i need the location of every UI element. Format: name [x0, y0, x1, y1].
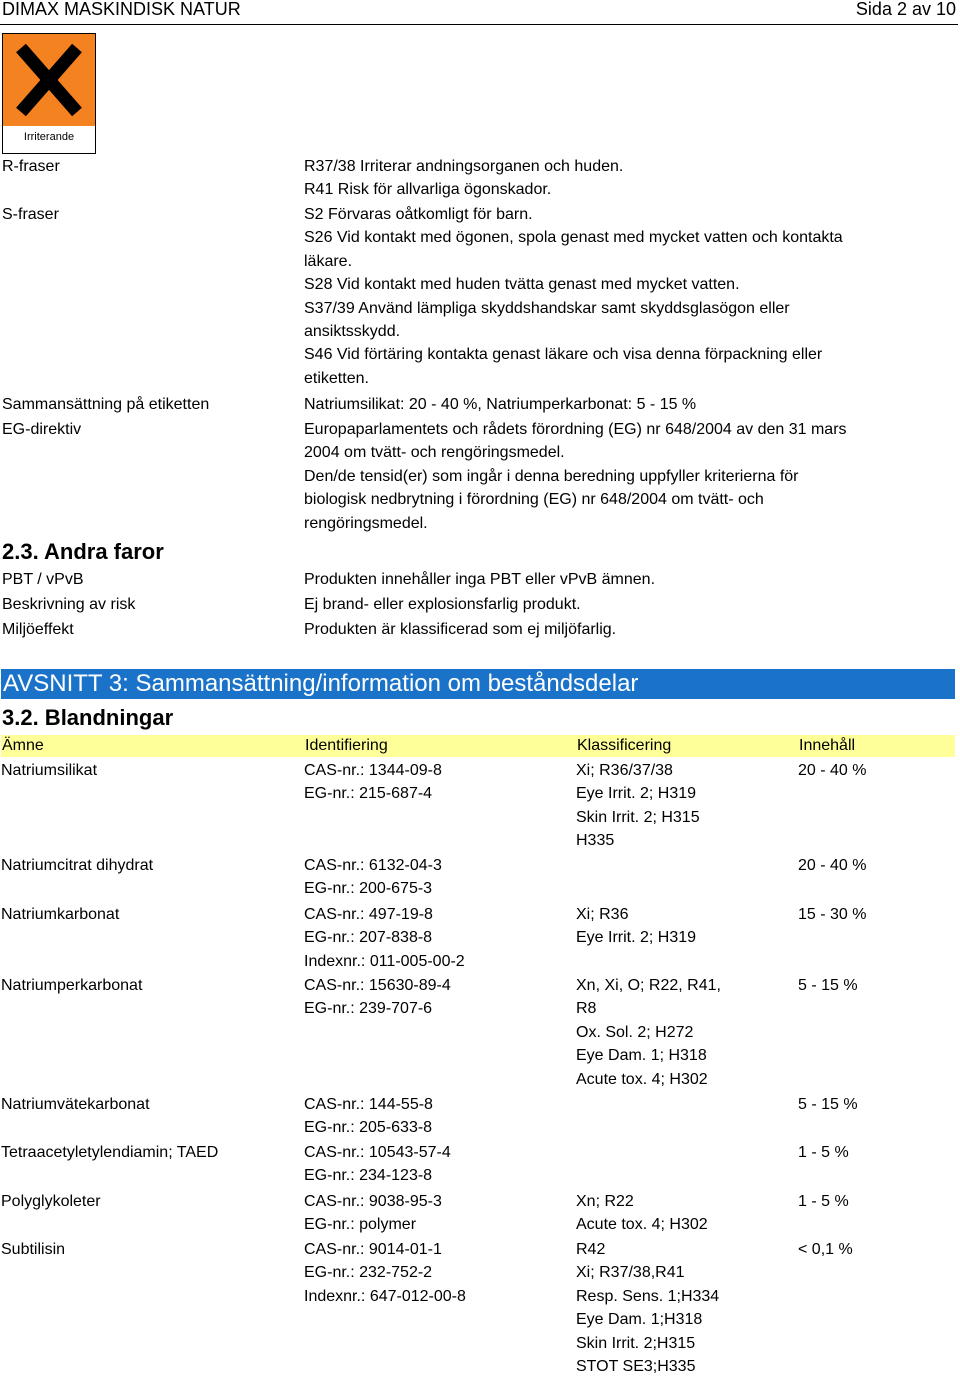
- cell-line: CAS-nr.: 144-55-8: [304, 1096, 433, 1113]
- page-header: [0, 0, 958, 25]
- cell-line: Indexnr.: 647-012-00-8: [304, 1287, 466, 1305]
- cell-line: Natriumkarbonat: [1, 906, 120, 923]
- cell-line: Acute tox. 4; H302: [576, 1070, 708, 1088]
- r-phrases-label: R-fraser: [2, 158, 60, 175]
- cell-line: Polyglykoleter: [1, 1193, 101, 1210]
- s-phrases-list: [304, 203, 954, 390]
- other-hazards-heading: 2.3. Andra faror: [2, 539, 164, 564]
- environmental-effect-value: Produkten är klassificerad som ej miljöfarlig.: [304, 621, 617, 638]
- eg-directive-line: Den/de tensid(er) som ingår i denna beredning uppfyller kriterierna för: [304, 467, 799, 485]
- cell-line: Acute tox. 4; H302: [576, 1216, 708, 1234]
- cell-line: R42: [576, 1241, 606, 1258]
- s-phrase-line: etiketten.: [304, 369, 369, 387]
- cell-line: Skin Irrit. 2; H315: [576, 808, 700, 826]
- content-cell: [798, 974, 858, 997]
- section-3-bar: [1, 669, 955, 699]
- cell-line: CAS-nr.: 497-19-8: [304, 906, 433, 923]
- s-phrase-line: S37/39 Använd lämpliga skyddshandskar samt skyddsglasögon eller: [304, 299, 790, 317]
- eg-directive-line: rengöringsmedel.: [304, 514, 428, 532]
- content-cell: [798, 1190, 849, 1213]
- substance-name-cell: [1, 759, 97, 782]
- cell-line: Xi; R36: [576, 906, 629, 923]
- eg-directive-line: biologisk nedbrytning i förordning (EG) nr 648/2004 om tvätt- och: [304, 491, 764, 509]
- cell-line: Resp. Sens. 1;H334: [576, 1287, 720, 1305]
- cell-line: Eye Irrit. 2; H319: [576, 929, 697, 947]
- composition-label: Sammansättning på etiketten: [2, 396, 210, 413]
- cell-line: CAS-nr.: 1344-09-8: [304, 762, 442, 779]
- cell-line: Xn, Xi, O; R22, R41,: [576, 977, 721, 994]
- risk-description-value: Ej brand- eller explosionsfarlig produkt.: [304, 596, 581, 613]
- identification-cell: [304, 903, 465, 973]
- classification-cell: [576, 903, 696, 950]
- column-header-classification: Klassificering: [577, 737, 672, 754]
- cell-line: EG-nr.: 205-633-8: [304, 1119, 433, 1137]
- identification-cell: [304, 1190, 442, 1237]
- table-header: [1, 735, 955, 757]
- identification-cell: [304, 1093, 433, 1140]
- pictogram-caption: Irriterande: [23, 131, 75, 143]
- content-cell: [798, 759, 866, 782]
- cell-line: CAS-nr.: 9014-01-1: [304, 1241, 442, 1258]
- company-name: DIMAX MASKINDISK NATUR: [2, 0, 241, 19]
- r-phrase-line: R37/38 Irriterar andningsorganen och huden.: [304, 158, 624, 175]
- pbt-value: Produkten innehåller inga PBT eller vPvB ämnen.: [304, 571, 656, 588]
- r-phrases-list: [304, 155, 954, 202]
- composition-value: Natriumsilikat: 20 - 40 %, Natriumperkarbonat: 5 - 15 %: [304, 396, 697, 413]
- classification-cell: [576, 974, 721, 1091]
- cell-line: 20 - 40 %: [798, 857, 867, 874]
- substance-name-cell: [1, 854, 153, 877]
- cell-line: CAS-nr.: 6132-04-3: [304, 857, 442, 874]
- s-phrase-line: S2 Förvaras oåtkomligt för barn.: [304, 206, 533, 223]
- cell-line: CAS-nr.: 15630-89-4: [304, 977, 451, 994]
- section-3-title: AVSNITT 3: Sammansättning/information om beståndsdelar: [3, 670, 639, 697]
- eg-directive-line: 2004 om tvätt- och rengöringsmedel.: [304, 444, 565, 462]
- s-phrase-line: ansiktsskydd.: [304, 323, 401, 341]
- cell-line: Tetraacetyletylendiamin; TAED: [1, 1144, 219, 1161]
- cell-line: Eye Irrit. 2; H319: [576, 785, 697, 803]
- s-phrase-line: läkare.: [304, 252, 353, 270]
- eg-directive-line: Europaparlamentets och rådets förordning (EG) nr 648/2004 av den 31 mars: [304, 421, 847, 438]
- risk-description-label: Beskrivning av risk: [2, 596, 136, 613]
- content-cell: [798, 1093, 858, 1116]
- cell-line: Natriumsilikat: [1, 762, 98, 779]
- cell-line: H335: [576, 832, 615, 850]
- cell-line: EG-nr.: 207-838-8: [304, 929, 433, 947]
- pbt-label: PBT / vPvB: [2, 571, 84, 588]
- eg-directive-label: EG-direktiv: [2, 421, 82, 438]
- cell-line: 1 - 5 %: [798, 1193, 849, 1210]
- environmental-effect-label: Miljöeffekt: [2, 621, 74, 638]
- classification-cell: [576, 1238, 719, 1378]
- mixtures-heading: 3.2. Blandningar: [2, 705, 174, 730]
- cell-line: EG-nr.: 215-687-4: [304, 785, 433, 803]
- substance-name-cell: [1, 903, 119, 926]
- s-phrase-line: S46 Vid förtäring kontakta genast läkare och visa denna förpackning eller: [304, 346, 823, 364]
- cell-line: EG-nr.: polymer: [304, 1216, 417, 1234]
- hazard-pictogram: [2, 33, 96, 154]
- cell-line: EG-nr.: 234-123-8: [304, 1167, 433, 1185]
- s-phrase-line: S28 Vid kontakt med huden tvätta genast med mycket vatten.: [304, 276, 740, 294]
- r-phrase-line: R41 Risk för allvarliga ögonskador.: [304, 181, 552, 199]
- cell-line: Natriumvätekarbonat: [1, 1096, 150, 1113]
- cell-line: 20 - 40 %: [798, 762, 867, 779]
- cell-line: Subtilisin: [1, 1241, 66, 1258]
- substance-name-cell: [1, 1141, 218, 1164]
- cell-line: EG-nr.: 232-752-2: [304, 1264, 433, 1282]
- column-header-content: Innehåll: [799, 737, 856, 754]
- s-phrase-line: S26 Vid kontakt med ögonen, spola genast med mycket vatten och kontakta: [304, 229, 843, 247]
- classification-cell: [576, 759, 700, 853]
- cell-line: CAS-nr.: 9038-95-3: [304, 1193, 442, 1210]
- identification-cell: [304, 759, 442, 806]
- cell-line: 5 - 15 %: [798, 977, 858, 994]
- content-cell: [798, 854, 866, 877]
- content-cell: [798, 1141, 849, 1164]
- cell-line: R8: [576, 1000, 597, 1018]
- cell-line: Ox. Sol. 2; H272: [576, 1023, 694, 1041]
- column-header-substance: Ämne: [2, 737, 44, 754]
- cell-line: 1 - 5 %: [798, 1144, 849, 1161]
- cell-line: Natriumcitrat dihydrat: [1, 857, 154, 874]
- substance-name-cell: [1, 1190, 101, 1213]
- substance-name-cell: [1, 1093, 150, 1116]
- content-cell: [798, 903, 866, 926]
- cell-line: 15 - 30 %: [798, 906, 867, 923]
- identification-cell: [304, 1238, 466, 1308]
- cell-line: < 0,1 %: [798, 1241, 853, 1258]
- identification-cell: [304, 974, 451, 1021]
- cell-line: Eye Dam. 1;H318: [576, 1311, 703, 1329]
- substance-name-cell: [1, 1238, 65, 1261]
- cell-line: Xi; R36/37/38: [576, 762, 673, 779]
- eg-directive-text: [304, 418, 954, 535]
- classification-cell: [576, 1190, 708, 1237]
- cell-line: Eye Dam. 1; H318: [576, 1047, 707, 1065]
- cell-line: EG-nr.: 239-707-6: [304, 1000, 433, 1018]
- cell-line: Xn; R22: [576, 1193, 634, 1210]
- substance-name-cell: [1, 974, 142, 997]
- s-phrases-label: S-fraser: [2, 206, 59, 223]
- identification-cell: [304, 854, 442, 901]
- cell-line: Natriumperkarbonat: [1, 977, 143, 994]
- cell-line: 5 - 15 %: [798, 1096, 858, 1113]
- content-cell: [798, 1238, 853, 1261]
- cell-line: Skin Irrit. 2;H315: [576, 1334, 696, 1352]
- identification-cell: [304, 1141, 451, 1188]
- column-header-identification: Identifiering: [305, 737, 388, 754]
- cell-line: Indexnr.: 011-005-00-2: [304, 952, 465, 970]
- cell-line: Xi; R37/38,R41: [576, 1264, 685, 1282]
- cell-line: EG-nr.: 200-675-3: [304, 880, 433, 898]
- cell-line: CAS-nr.: 10543-57-4: [304, 1144, 451, 1161]
- irritant-x-icon: [3, 34, 95, 126]
- page-number: Sida 2 av 10: [855, 0, 956, 19]
- cell-line: STOT SE3;H335: [576, 1358, 696, 1376]
